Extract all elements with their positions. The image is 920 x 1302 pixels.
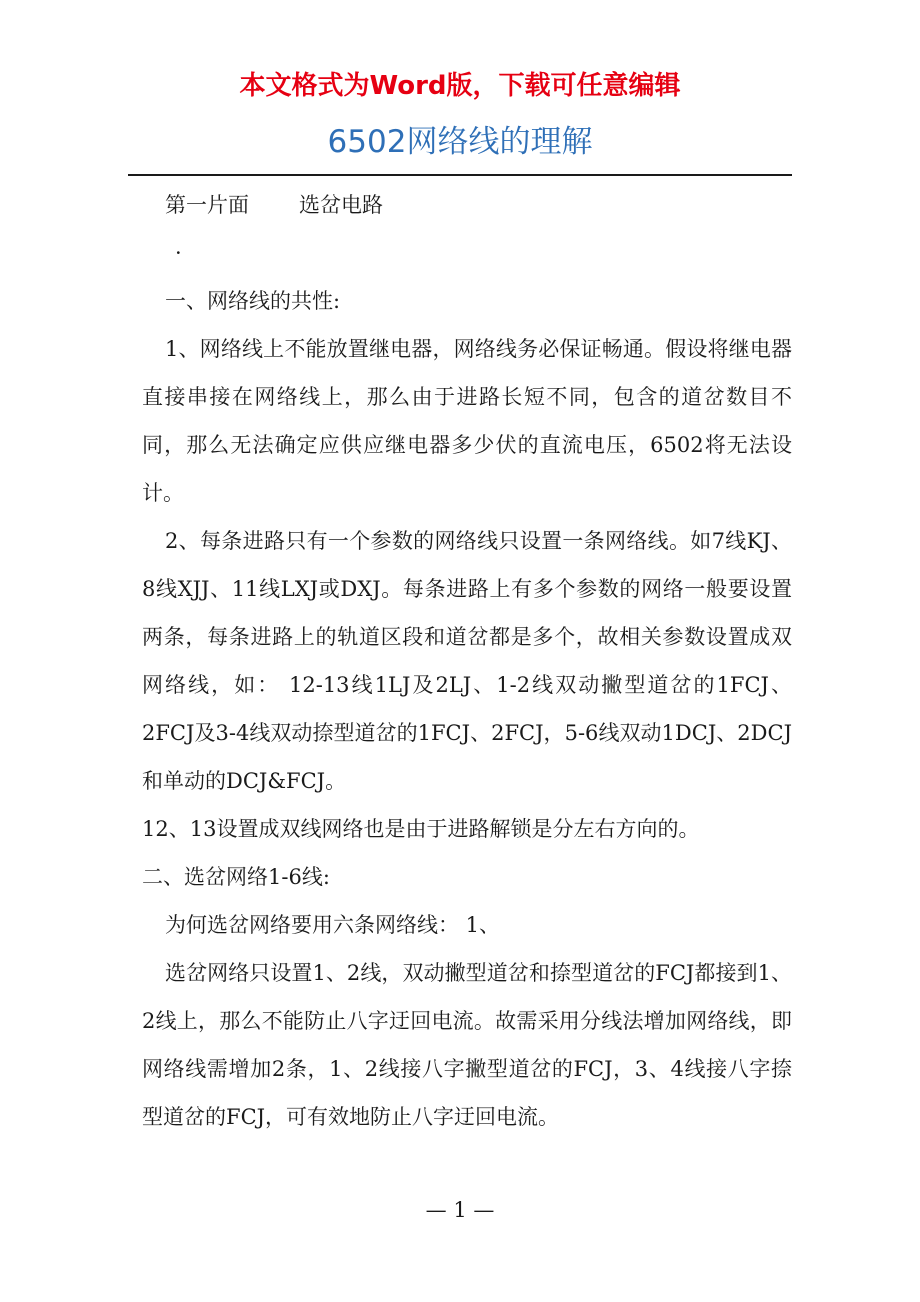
paragraph-point-1: 1、网络线上不能放置继电器，网络线务必保证畅通。假设将继电器直接串接在网络线上，那么由于进路长短不同，包含的道岔数目不同，那么无法确定应供应继电器多少伏的直流电压，6502将无法设计。 (142, 337, 792, 505)
dot-marker-line (142, 229, 792, 277)
title-divider (128, 174, 792, 176)
section-heading (142, 181, 792, 229)
document-body (142, 181, 792, 1141)
paragraph-point-2: 2、每条进路只有一个参数的网络线只设置一条网络线。如7线KJ、8线XJJ、11线LXJ或DXJ。每条进路上有多个参数的网络一般要设置两条，每条进路上的轨道区段和道岔都是多个，故相关参数设置成双网络线，如： 12-13线1LJ及2LJ、1-2线双动撇型道岔的1FCJ、2FCJ及3-4线双动捺型道岔的1FCJ、2FCJ，5-6线双动1DCJ、2DCJ和单动的DCJ&FCJ。 (142, 529, 792, 793)
paragraph-six-lines-question: 为何选岔网络要用六条网络线： 1、 (165, 913, 501, 937)
paragraph-lines-12-13: 12、13设置成双线网络也是由于进路解锁是分左右方向的。 (142, 817, 700, 841)
dot-marker: · (175, 241, 182, 265)
document-title: 6502网络线的理解 (327, 124, 593, 160)
page-number: — 1 — (425, 1198, 495, 1222)
heading-selection-network: 二、选岔网络1-6线: (142, 865, 330, 889)
section-label: 第一片面 (165, 193, 249, 217)
heading-network-line-commonality: 一、网络线的共性: (165, 289, 341, 313)
format-notice-banner: 本文格式为Word版，下载可任意编辑 (239, 71, 681, 101)
section-topic: 选岔电路 (299, 193, 383, 217)
paragraph-split-line-method: 选岔网络只设置1、2线，双动撇型道岔和捺型道岔的FCJ都接到1、2线上，那么不能防止八字迂回电流。故需采用分线法增加网络线，即网络线需增加2条，1、2线接八字撇型道岔的FCJ，3、4线接八字捺型道岔的FCJ，可有效地防止八字迂回电流。 (142, 961, 792, 1129)
